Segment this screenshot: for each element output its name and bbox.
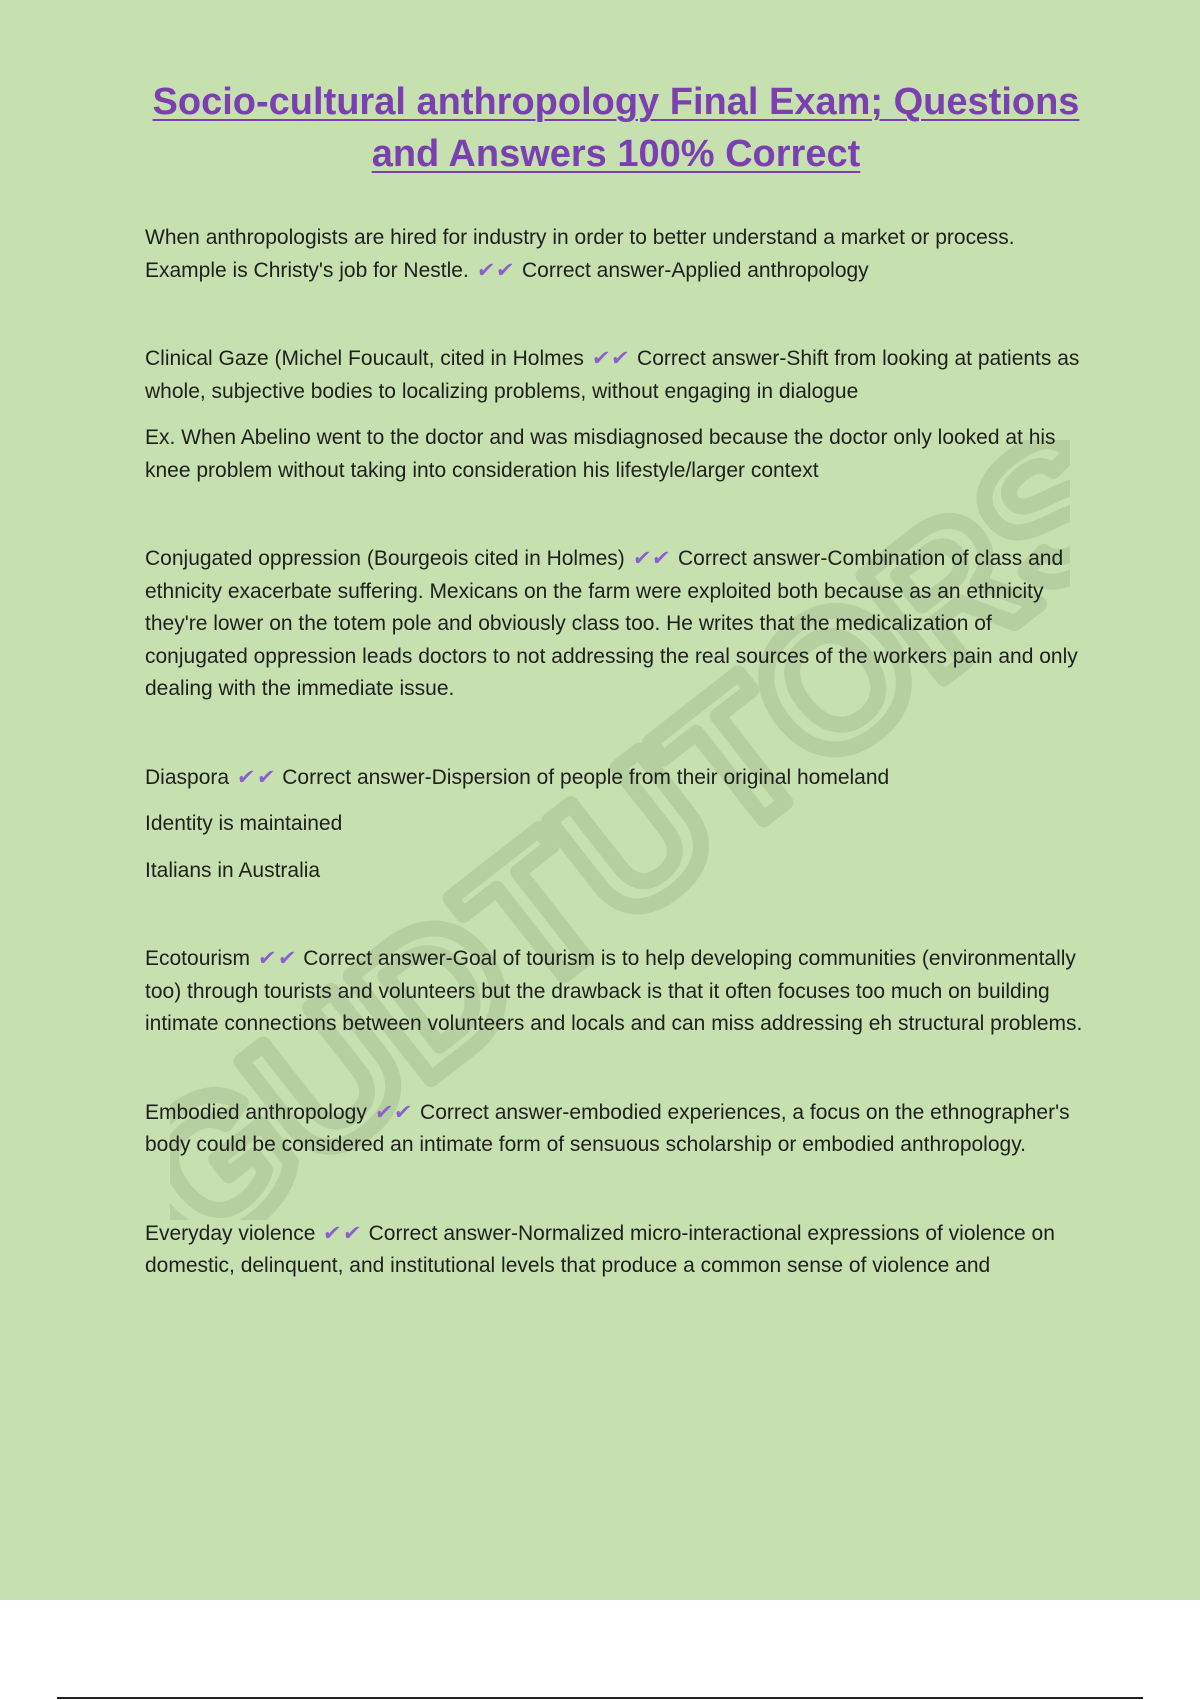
watermark-text: GUDTUTORS <box>170 440 1070 1220</box>
check-icon: ✔ <box>650 547 674 570</box>
double-check-icon <box>477 255 516 288</box>
qa-list <box>145 222 1090 1283</box>
double-check-icon <box>633 543 672 576</box>
answer-text: Correct answer-Combination of class and ethnicity exacerbate suffering. Mexicans on the farm were exploited both because as an ethnicity they're lower on the totem pole and obviously class too. He writes that the medicalization of conjugated oppression leads doctors to not addressing the real sources of the workers pain and only dealing with the immediate issue. <box>145 547 1078 700</box>
question-text: Ecotourism <box>145 947 251 970</box>
check-icon: ✔ <box>590 347 614 370</box>
check-icon: ✔ <box>256 947 280 970</box>
qa-question-line <box>145 222 1090 287</box>
double-check-icon <box>592 343 631 376</box>
qa-entry <box>145 543 1090 706</box>
check-icon: ✔ <box>494 258 518 282</box>
qa-entry <box>145 222 1090 287</box>
question-text: Embodied anthropology <box>145 1100 367 1124</box>
qa-question-line <box>145 543 1090 706</box>
answer-note: Italians in Australia <box>145 858 321 882</box>
answer-text: Correct answer-embodied experiences, a focus on the ethnographer's body could be considered an intimate form of sensuous scholarship or embodied anthropology. <box>145 1100 1070 1156</box>
answer-text: Correct answer-Shift from looking at patients as whole, subjective bodies to localizing problems, without engaging in dialogue <box>145 347 1080 403</box>
check-icon: ✔ <box>392 1100 416 1124</box>
check-icon: ✔ <box>235 765 259 789</box>
double-check-icon <box>321 1218 365 1251</box>
check-icon: ✔ <box>609 347 633 370</box>
answer-note: Ex. When Abelino went to the doctor and was misdiagnosed because the doctor only looked at his knee problem without taking into consideration his lifestyle/larger context <box>145 426 1056 482</box>
question-text: Diaspora <box>145 765 230 789</box>
check-icon: ✔ <box>631 547 655 570</box>
question-text: When anthropologists are hired for industry in order to better understand a market or process. Example is Christy's job for Nestle. <box>145 226 1015 282</box>
qa-entry <box>145 762 1090 888</box>
answer-text: Correct answer-Goal of tourism is to help developing communities (environmentally too) through tourists and volunteers but the drawback is that it often focuses too much on building intimate connections between volunteers and locals and can miss addressing eh structural problems. <box>145 947 1083 1035</box>
question-text: Conjugated oppression (Bourgeois cited in Holmes) <box>145 547 625 570</box>
check-icon: ✔ <box>341 1221 365 1245</box>
qa-question-line <box>145 943 1090 1041</box>
question-text: Everyday violence <box>145 1221 316 1245</box>
page-title: Socio-cultural anthropology Final Exam; Questions and Answers 100% Correct <box>152 81 1080 175</box>
question-text: Clinical Gaze (Michel Foucault, cited in Holmes <box>145 347 584 370</box>
double-check-icon <box>237 762 276 795</box>
qa-question-line <box>145 343 1090 408</box>
answer-text: Correct answer-Applied anthropology <box>522 258 869 282</box>
bottom-rule <box>57 1697 1143 1699</box>
check-icon: ✔ <box>255 765 278 789</box>
qa-question-line <box>145 1218 1090 1283</box>
answer-text: Correct answer-Normalized micro-interactional expressions of violence on domestic, delinquent, and institutional levels that produce a common sense of violence and <box>145 1221 1055 1277</box>
qa-entry <box>145 1097 1090 1162</box>
check-icon: ✔ <box>276 947 299 970</box>
qa-question-line <box>145 762 1090 795</box>
qa-question-line <box>145 1097 1090 1162</box>
qa-entry <box>145 943 1090 1041</box>
qa-entry <box>145 343 1090 487</box>
double-check-icon <box>375 1097 414 1130</box>
check-icon: ✔ <box>321 1221 345 1245</box>
check-icon: ✔ <box>475 258 499 282</box>
qa-entry <box>145 1218 1090 1283</box>
double-check-icon <box>258 943 297 976</box>
answer-text: Correct answer-Dispersion of people from their original homeland <box>282 765 890 789</box>
check-icon: ✔ <box>373 1100 397 1124</box>
answer-note: Identity is maintained <box>145 812 343 835</box>
